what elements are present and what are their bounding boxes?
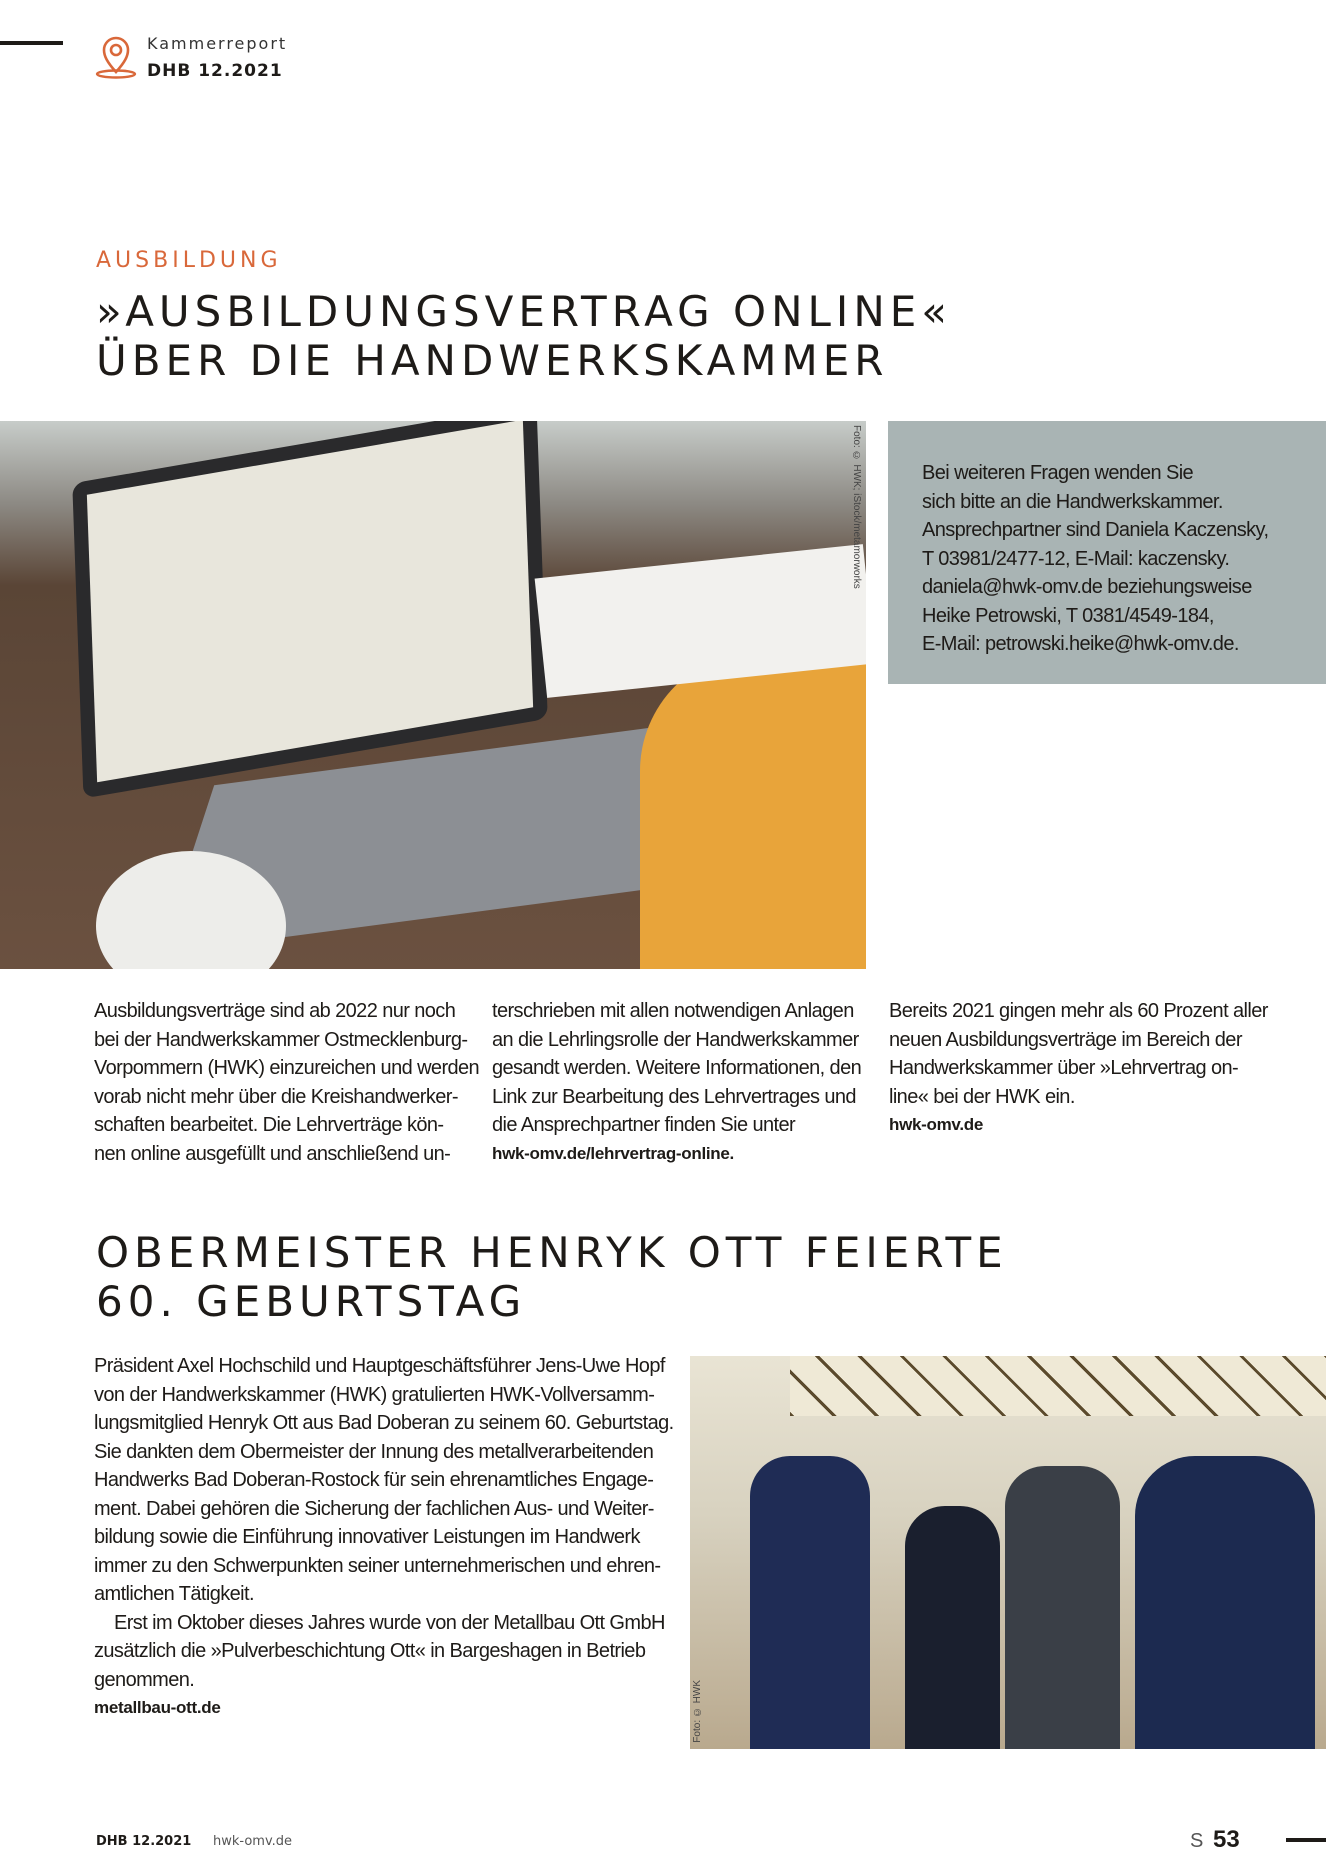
infobox-line: T 03981/2477-12, E-Mail: kaczensky. [922, 547, 1230, 570]
infobox-line: Bei weiteren Fragen wenden Sie [922, 462, 1194, 484]
text-line: immer zu den Schwerpunkten seiner unternehmerischen und ehren- [94, 1554, 661, 1577]
text-line: terschrieben mit allen notwendigen Anlagen [492, 1000, 854, 1022]
laptop-photo [0, 421, 866, 969]
location-pin-icon [95, 36, 137, 80]
text-line: lungsmitglied Henryk Ott aus Bad Doberan zu seinem 60. Geburtstag. [94, 1412, 674, 1434]
text-line: an die Lehrlingsrolle der Handwerkskammer [492, 1028, 859, 1051]
text-line: Bereits 2021 gingen mehr als 60 Prozent aller [889, 1000, 1268, 1022]
text-line: schaften bearbeitet. Die Lehrverträge kön- [94, 1114, 444, 1136]
text-line: die Ansprechpartner finden Sie unter [492, 1114, 796, 1136]
title-line: OBERMEISTER HENRYK OTT FEIERTE [96, 1228, 1008, 1277]
ceiling-lattice [790, 1356, 1326, 1416]
infobox-line: Heike Petrowski, T 0381/4549-184, [922, 604, 1214, 627]
photo-credit: Foto: © HWK; iStock/metamorworks [851, 425, 862, 589]
section-label: AUSBILDUNG [96, 248, 282, 273]
text-line: Sie dankten dem Obermeister der Innung des metallverarbeitenden [94, 1440, 654, 1463]
text-line: Handwerks Bad Doberan-Rostock für sein ehrenamtliches Engage- [94, 1469, 654, 1491]
article2-body [94, 1352, 674, 1723]
contact-infobox [888, 421, 1326, 684]
header-section: Kammerreport [147, 34, 288, 53]
text-line: Präsident Axel Hochschild und Hauptgeschäftsführer Jens-Uwe Hopf [94, 1355, 665, 1377]
title-line: ÜBER DIE HANDWERKSKAMMER [96, 336, 889, 385]
title-line: 60. GEBURTSTAG [96, 1277, 527, 1326]
infobox-line: daniela@hwk-omv.de beziehungsweise [922, 576, 1252, 598]
page-number: 53 [1213, 1826, 1240, 1853]
infobox-line: Ansprechpartner sind Daniela Kaczensky, [922, 519, 1269, 541]
text-line: Link zur Bearbeitung des Lehrvertrages und [492, 1085, 856, 1108]
text-line: zusätzlich die »Pulverbeschichtung Ott« in Bargeshagen in Betrieb [94, 1640, 646, 1662]
header-rule [0, 41, 63, 45]
person [750, 1456, 870, 1749]
person [905, 1506, 1000, 1749]
article1-column-2 [492, 997, 861, 1168]
article1-title [96, 287, 952, 385]
text-line: bei der Handwerkskammer Ostmecklenburg- [94, 1028, 468, 1051]
infobox-line: E-Mail: petrowski.heike@hwk-omv.de. [922, 633, 1239, 655]
footer-rule [1286, 1838, 1326, 1842]
hwk-link[interactable]: hwk-omv.de [889, 1115, 983, 1134]
text-line: neuen Ausbildungsverträge im Bereich der [889, 1028, 1242, 1051]
person [1005, 1466, 1120, 1749]
page-prefix: S [1190, 1830, 1204, 1852]
text-line: ment. Dabei gehören die Sicherung der fachlichen Aus- und Weiter- [94, 1497, 654, 1520]
footer-website[interactable]: hwk-omv.de [213, 1834, 293, 1849]
header-issue: DHB 12.2021 [147, 61, 283, 81]
text-line: Handwerkskammer über »Lehrvertrag on- [889, 1057, 1239, 1079]
text-line: vorab nicht mehr über die Kreishandwerker- [94, 1085, 458, 1108]
text-line: von der Handwerkskammer (HWK) gratulierten HWK-Vollversamm- [94, 1383, 655, 1406]
text-line: line« bei der HWK ein. [889, 1085, 1075, 1108]
text-line: gesandt werden. Weitere Informationen, den [492, 1057, 862, 1079]
lehrvertrag-link[interactable]: hwk-omv.de/lehrvertrag-online. [492, 1143, 734, 1163]
text-line: bildung sowie die Einführung innovativer Leistungen im Handwerk [94, 1526, 640, 1548]
sleeve [640, 651, 866, 969]
text-line: genommen. [94, 1668, 195, 1691]
infobox-line: sich bitte an die Handwerkskammer. [922, 490, 1223, 513]
group-photo [690, 1356, 1326, 1749]
metallbau-link[interactable]: metallbau-ott.de [94, 1698, 221, 1717]
laptop-screen [72, 421, 548, 799]
text-line: Ausbildungsverträge sind ab 2022 nur noch [94, 1000, 456, 1022]
article1-column-3 [889, 997, 1268, 1140]
article1-column-1 [94, 997, 479, 1168]
person [1135, 1456, 1315, 1749]
text-line: Vorpommern (HWK) einzureichen und werden [94, 1057, 480, 1079]
text-line: amtlichen Tätigkeit. [94, 1583, 254, 1605]
photo-credit: Foto: © HWK [692, 1680, 703, 1743]
footer-issue: DHB 12.2021 [96, 1834, 192, 1849]
title-line: »AUSBILDUNGSVERTRAG ONLINE« [96, 287, 952, 336]
article2-title [96, 1228, 1008, 1326]
text-line: Erst im Oktober dieses Jahres wurde von der Metallbau Ott GmbH [114, 1611, 665, 1634]
text-line: nen online ausgefüllt und anschließend un- [94, 1142, 451, 1165]
